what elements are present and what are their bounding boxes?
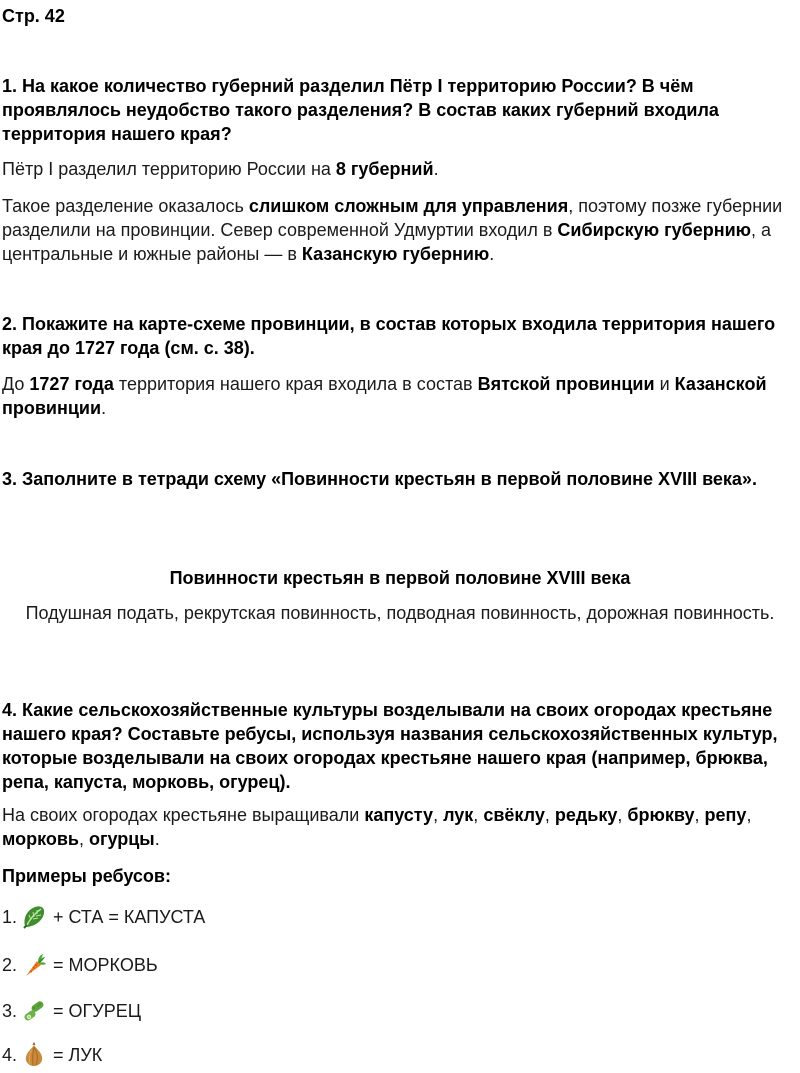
question-4: 4. Какие сельскохозяйственные культуры возделывали на своих огородах крестьяне нашего края? Составьте ребусы, используя названия сельскохозяйственных культур, которые возделывали на своих огородах крестьяне нашего края (например, брюква, репа, капуста, морковь, огурец). [2, 700, 778, 792]
separator: , [617, 805, 628, 825]
answer-bold: Вятской провинции [477, 374, 655, 394]
answer-bold: Казанской провинции [2, 374, 767, 418]
rebus-item [2, 951, 158, 979]
rebus-number: 3. [2, 1001, 18, 1021]
rebus-number: 4. [2, 1045, 18, 1065]
separator: , [544, 805, 555, 825]
rebus-text: = МОРКОВЬ [53, 955, 158, 975]
rebus-text: = ОГУРЕЦ [53, 1001, 142, 1021]
question-3: 3. Заполните в тетради схему «Повинности крестьян в первой половине XVIII века». [2, 469, 757, 489]
crop-name: репу [704, 805, 747, 825]
rebus-number: 2. [2, 955, 18, 975]
answer-bold: 1727 года [29, 374, 114, 394]
scheme-title: Повинности крестьян в первой половине XVIII века [169, 568, 631, 588]
leafy-greens-icon [21, 904, 47, 930]
answer-text: и [654, 374, 675, 394]
separator: , [78, 829, 89, 849]
answer-text: Пётр I разделил территорию России на [2, 159, 336, 179]
answer-text: . [433, 159, 439, 179]
scheme-text: Подушная подать, рекрутская повинность, подводная повинность, дорожная повинность. [25, 603, 775, 623]
rebus-item [2, 997, 141, 1025]
separator: , [694, 805, 705, 825]
answer-text: , поэтому позже губернии разделили на провинции. Север современной Удмуртии входил в [2, 196, 783, 240]
answer-text: Такое разделение оказалось [2, 196, 249, 216]
crop-name: лук [443, 805, 474, 825]
carrot-icon [21, 952, 47, 978]
crop-name: свёклу [483, 805, 545, 825]
answer-bold: Казанскую губернию [301, 244, 490, 264]
answer-text: территория нашего края входила в состав [113, 374, 478, 394]
separator: , [433, 805, 444, 825]
rebus-number: 1. [2, 907, 18, 927]
rebus-text: = ЛУК [53, 1045, 103, 1065]
rebus-item [2, 1041, 102, 1069]
crop-name: морковь [2, 829, 79, 849]
answer-4-paragraph [2, 803, 798, 851]
answer-text: . [489, 244, 495, 264]
separator: , [473, 805, 484, 825]
crop-name: капусту [364, 805, 434, 825]
end-mark: . [154, 829, 160, 849]
question-1: 1. На какое количество губерний разделил Пётр I территорию России? В чём проявлялось неудобство такого разделения? В состав каких губерний входила территория нашего края? [2, 76, 719, 144]
crop-name: огурцы [88, 829, 155, 849]
answer-text: . [101, 398, 107, 418]
answer-1-paragraph-2 [2, 194, 798, 266]
answer-text: На своих огородах крестьяне выращивали [2, 805, 365, 825]
answer-2-paragraph [2, 372, 798, 420]
answer-bold: Сибирскую губернию [557, 220, 752, 240]
onion-icon [21, 1042, 47, 1068]
answer-bold: слишком сложным для управления [248, 196, 569, 216]
page-number: Стр. 42 [2, 6, 65, 26]
examples-title: Примеры ребусов: [2, 866, 171, 886]
rebus-item [2, 903, 205, 931]
answer-bold: 8 губерний [335, 159, 434, 179]
crop-name: брюкву [627, 805, 695, 825]
rebus-text: + СТА = КАПУСТА [53, 907, 206, 927]
separator: , [746, 805, 752, 825]
answer-text: До [2, 374, 30, 394]
answer-text: , а центральные и южные районы — в [2, 220, 772, 264]
question-2: 2. Покажите на карте-схеме провинции, в состав которых входила территория нашего края до 1727 года (см. с. 38). [2, 314, 776, 358]
answer-1-paragraph-1 [2, 157, 798, 181]
cucumber-icon [21, 998, 47, 1024]
crop-name: редьку [554, 805, 618, 825]
